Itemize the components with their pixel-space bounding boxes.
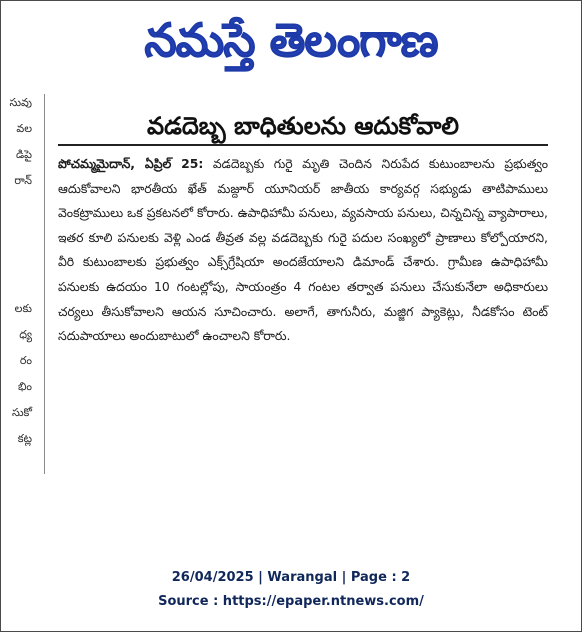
fragment-text: రాన్ (14, 174, 32, 187)
article-dateline: పోచమ్మమైదాన్, ఏప్రిల్ 25: (58, 156, 204, 171)
source-link[interactable]: Source : https://epaper.ntnews.com/ (158, 594, 424, 609)
fragment-text: లకు (14, 302, 32, 315)
fragment-text: వల (16, 122, 32, 135)
newspaper-logo: నమస్తే తెలంగాణ (144, 13, 438, 67)
fragment-text: సుకో (11, 406, 32, 419)
article-body (58, 152, 548, 349)
fragment-text: ధ్య (19, 328, 32, 341)
fragment-text: సువు (9, 96, 32, 109)
adjacent-column-fragment (0, 94, 34, 474)
article-body-text: వడదెబ్బకు గురై మృతి చెందిన నిరుపేద కుటుంబాలను ప్రభుత్వం ఆదుకోవాలని భారతీయ ఖేత్ మజ్దూర్ యూనియర్ జాతీయ కార్యవర్గ సభ్యుడు తాటిపాములు వెంకట్రాములు ఒక ప్రకటనలో కోరారు. ఉపాధిహామీ పనులు, వ్యవసాయ పనులు, చిన్నచిన్న వ్యాపారాలు, ఇతర కూలి పనులకు వెళ్లి ఎండ తీవ్రత వల్ల వడదెబ్బకు గురై పదుల సంఖ్యలో ప్రాణాలు కోల్పోయారని, వీరి కుటుంబాలకు ప్రభుత్వం ఎక్స్‌గ్రేషియా అందజేయాలని డిమాండ్ చేశారు. గ్రామీణ ఉపాధిహామీ పనులకు ఉదయం 10 గంటల్లోపు, సాయంత్రం 4 గంటల తర్వాత పనులు చేసుకునేలా అధికారులు చర్యలు తీసుకోవాలని ఆయన సూచించారు. అలాగే, తాగునీరు, మజ్జిగ ప్యాకెట్లు, నీడకోసం టెంట్ సదుపాయాలు అందుబాటులో ఉంచాలని కోరారు. (58, 156, 548, 344)
fragment-text: డిపై (16, 148, 32, 161)
clipping-footer (0, 566, 582, 614)
fragment-text: కట్ల (17, 432, 32, 445)
column-divider (44, 94, 45, 474)
date-edition-page: 26/04/2025 | Warangal | Page : 2 (171, 570, 411, 585)
article-headline: వడదెబ్బ బాధితులను ఆదుకోవాలి (58, 110, 548, 146)
news-article (58, 110, 548, 349)
fragment-text: భిం (17, 380, 32, 393)
masthead (0, 4, 582, 76)
fragment-text: రం (19, 354, 32, 367)
